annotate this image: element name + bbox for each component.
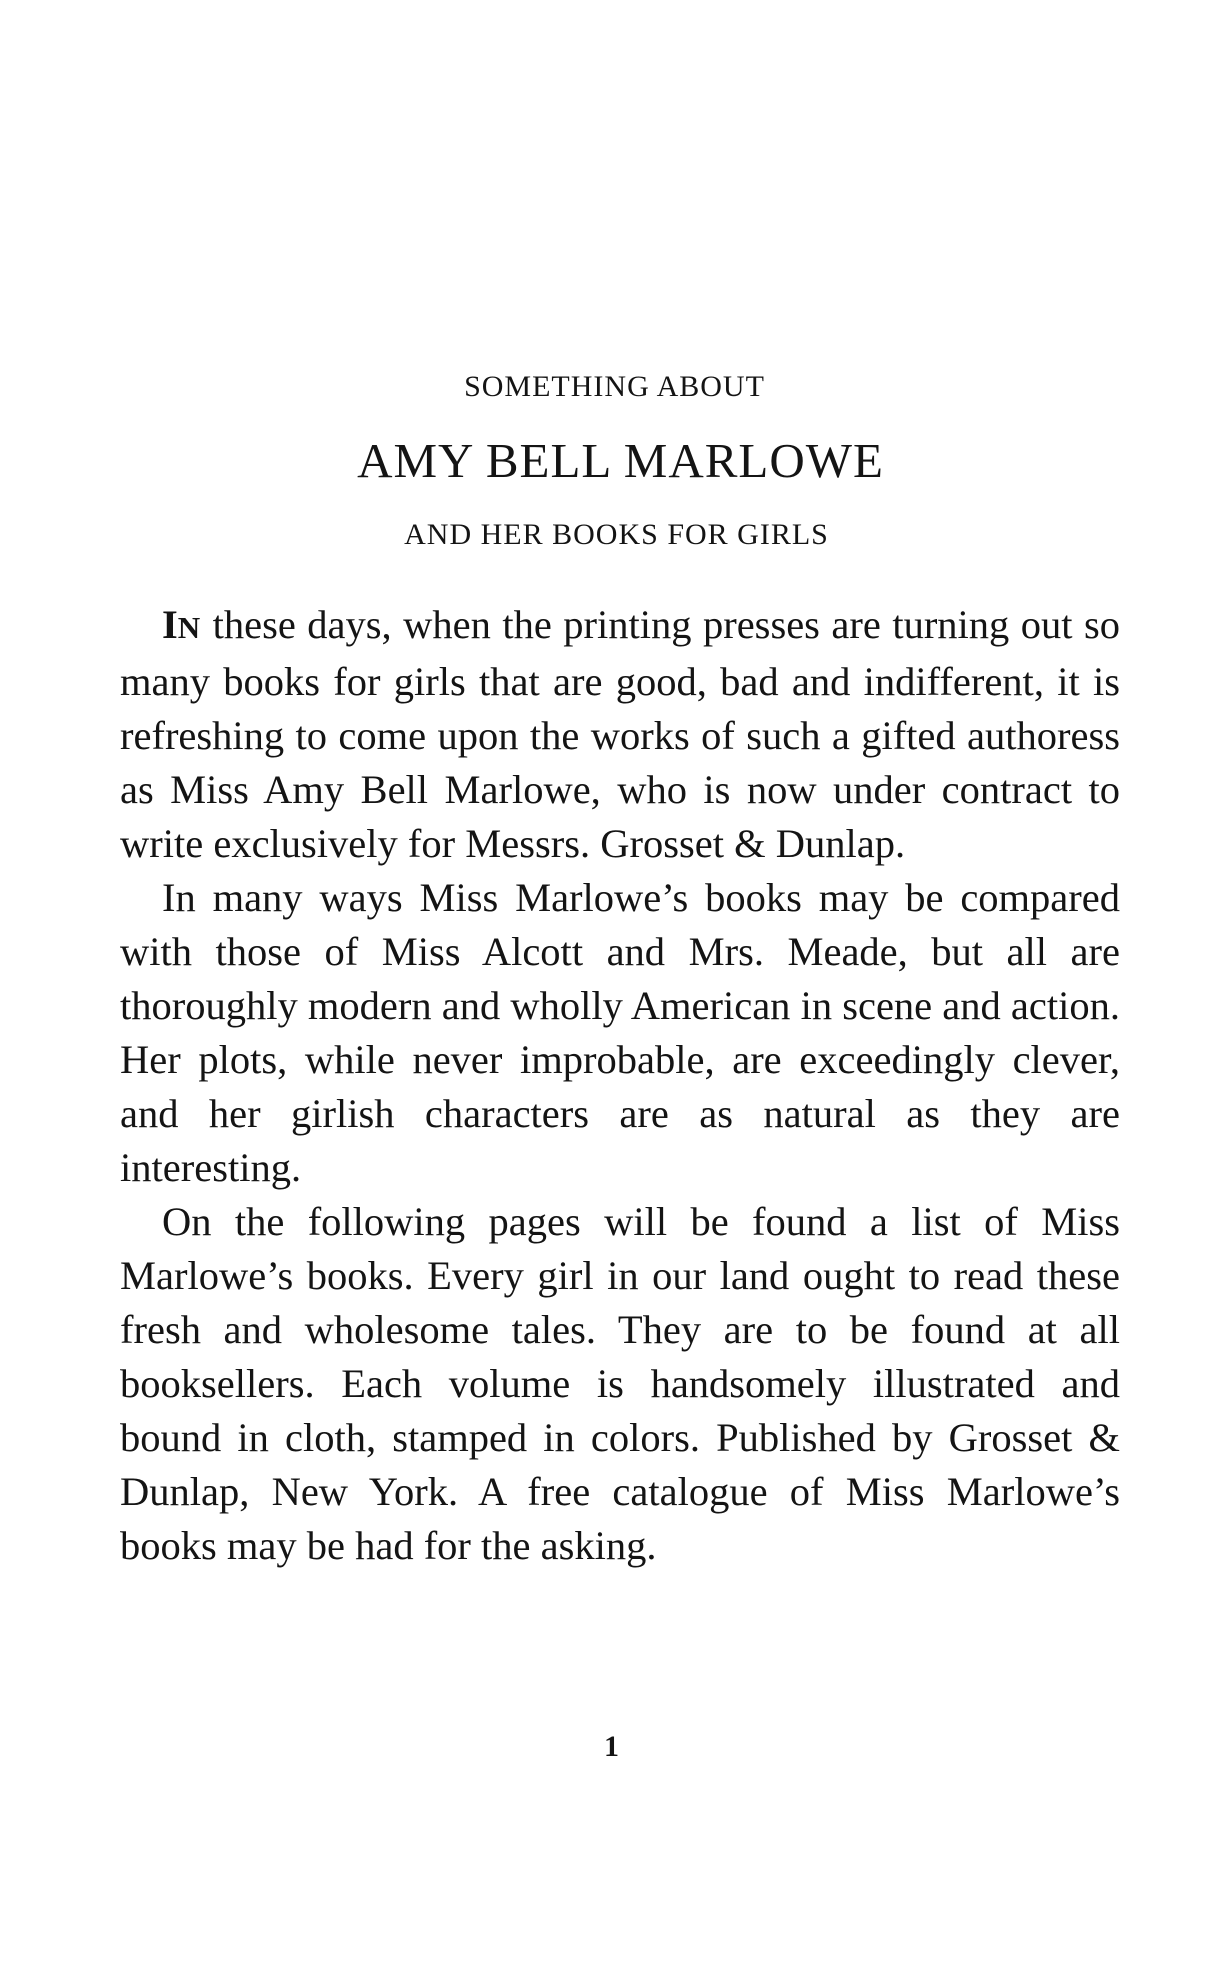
heading-subtitle: AND HER BOOKS FOR GIRLS	[404, 518, 829, 551]
small-caps: N	[177, 610, 202, 645]
paragraph-1	[120, 598, 1120, 871]
drop-cap: I	[162, 602, 178, 647]
paragraph-1-text: these days, when the printing presses are turning out so many books for girls that are good, bad and indifferent, it is refreshing to come upon the works of such a gifted authoress as Miss Amy Bell Marlowe, who is now under contract to write exclusively for Messrs. Grosset & Dunlap.	[120, 602, 1120, 866]
heading-kicker: SOMETHING ABOUT	[464, 370, 765, 403]
paragraph-2: In many ways Miss Marlowe’s books may be compared with those of Miss Alcott and Mrs. Meade, but all are thoroughly modern and wholly American in scene and action. Her plots, while never improbable, are exceedingly clever, and her girlish characters are as natural as they are interesting.	[120, 875, 1120, 1190]
paragraph-3: On the following pages will be found a list of Miss Marlowe’s books. Every girl in our land ought to read these fresh and wholesome tales. They are to be found at all booksellers. Each volume is handsomely illustrated and bound in cloth, stamped in colors. Published by Grosset & Dunlap, New York. A free catalogue of Miss Marlowe’s books may be had for the asking.	[120, 1199, 1120, 1568]
body-text	[120, 598, 1120, 1573]
page-title: AMY BELL MARLOWE	[357, 433, 884, 488]
page-number: 1	[604, 1730, 619, 1763]
